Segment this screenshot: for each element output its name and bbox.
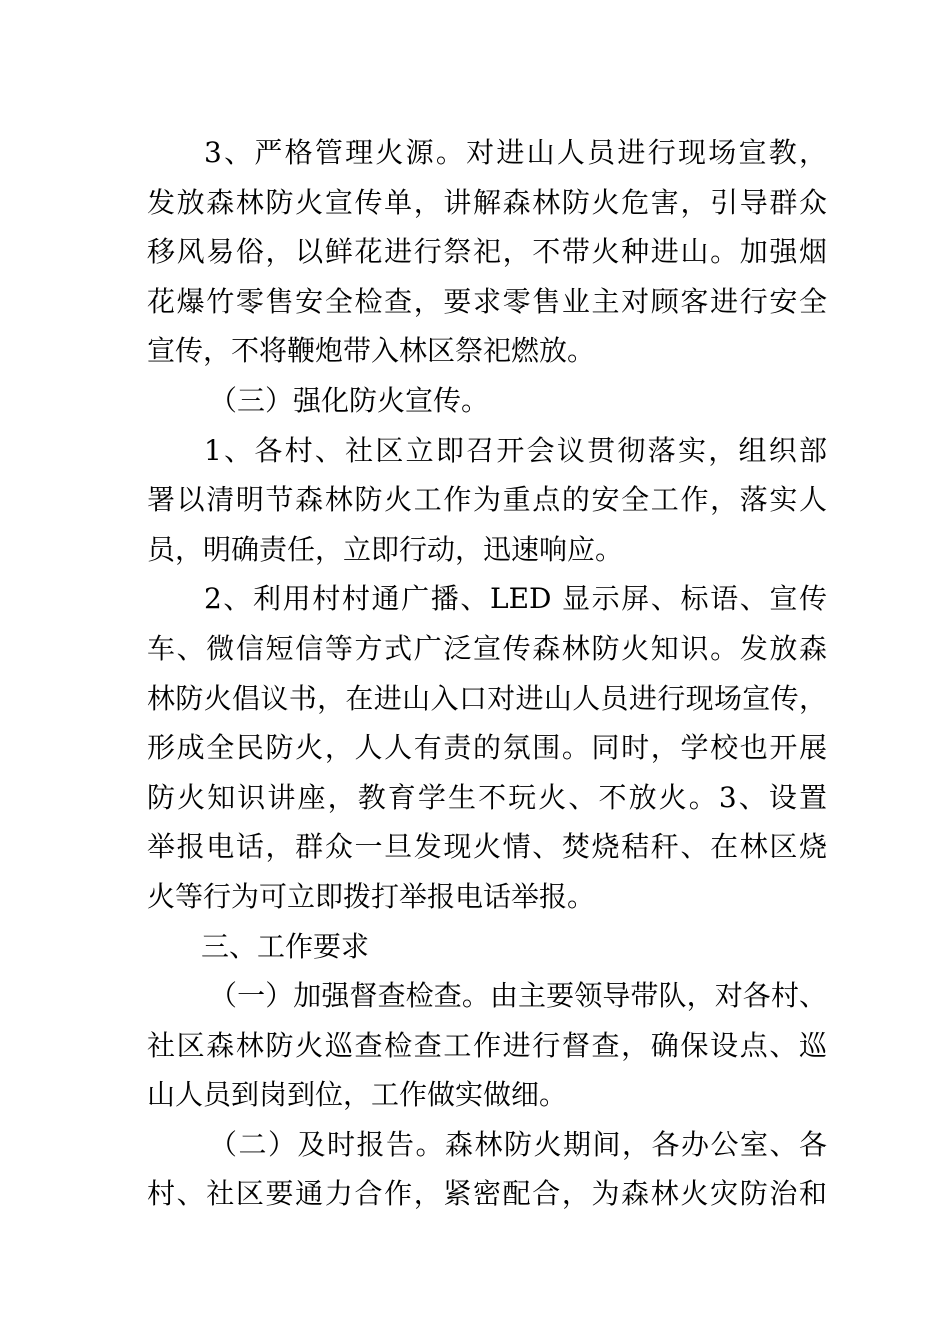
paragraph-line: 署以清明节森林防火工作为重点的安全工作，落实人 xyxy=(147,483,827,517)
paragraph-line: 3、严格管理火源。对进山人员进行现场宣教， xyxy=(204,136,827,169)
paragraph-line: 举报电话，群众一旦发现火情、焚烧秸秆、在林区烧 xyxy=(147,830,827,864)
paragraph-line: 2、利用村村通广播、LED 显示屏、标语、宣传 xyxy=(204,582,827,616)
paragraph-line: 山人员到岗到位，工作做实做细。 xyxy=(147,1078,568,1112)
paragraph-line: （一）加强督查检查。由主要领导带队，对各村、 xyxy=(209,979,827,1013)
paragraph-line: （二）及时报告。森林防火期间，各办公室、各 xyxy=(209,1127,827,1161)
section-heading: 三、工作要求 xyxy=(201,929,370,963)
paragraph-line: 车、微信短信等方式广泛宣传森林防火知识。发放森 xyxy=(147,631,827,665)
paragraph-line: 形成全民防火，人人有责的氛围。同时，学校也开展 xyxy=(147,731,827,765)
paragraph-line: 移风易俗，以鲜花进行祭祀，不带火种进山。加强烟 xyxy=(147,235,827,269)
paragraph-line: 火等行为可立即拨打举报电话举报。 xyxy=(147,879,596,913)
paragraph-line: 社区森林防火巡查检查工作进行督查，确保设点、巡 xyxy=(147,1028,827,1062)
paragraph-line: 花爆竹零售安全检查，要求零售业主对顾客进行安全 xyxy=(147,284,827,318)
paragraph-line: 发放森林防火宣传单，讲解森林防火危害，引导群众 xyxy=(147,185,827,219)
paragraph-line: 1、各村、社区立即召开会议贯彻落实，组织部 xyxy=(204,433,827,467)
paragraph-line: 林防火倡议书，在进山入口对进山人员进行现场宣传， xyxy=(147,681,827,715)
paragraph-line: 宣传，不将鞭炮带入林区祭祀燃放。 xyxy=(147,334,596,368)
document-body xyxy=(147,128,827,1219)
section-heading: （三）强化防火宣传。 xyxy=(209,383,490,417)
paragraph-line: 员，明确责任，立即行动，迅速响应。 xyxy=(147,532,624,566)
paragraph-line: 防火知识讲座，教育学生不玩火、不放火。3、设置 xyxy=(147,780,827,814)
paragraph-line: 村、社区要通力合作，紧密配合，为森林火灾防治和 xyxy=(147,1177,827,1211)
